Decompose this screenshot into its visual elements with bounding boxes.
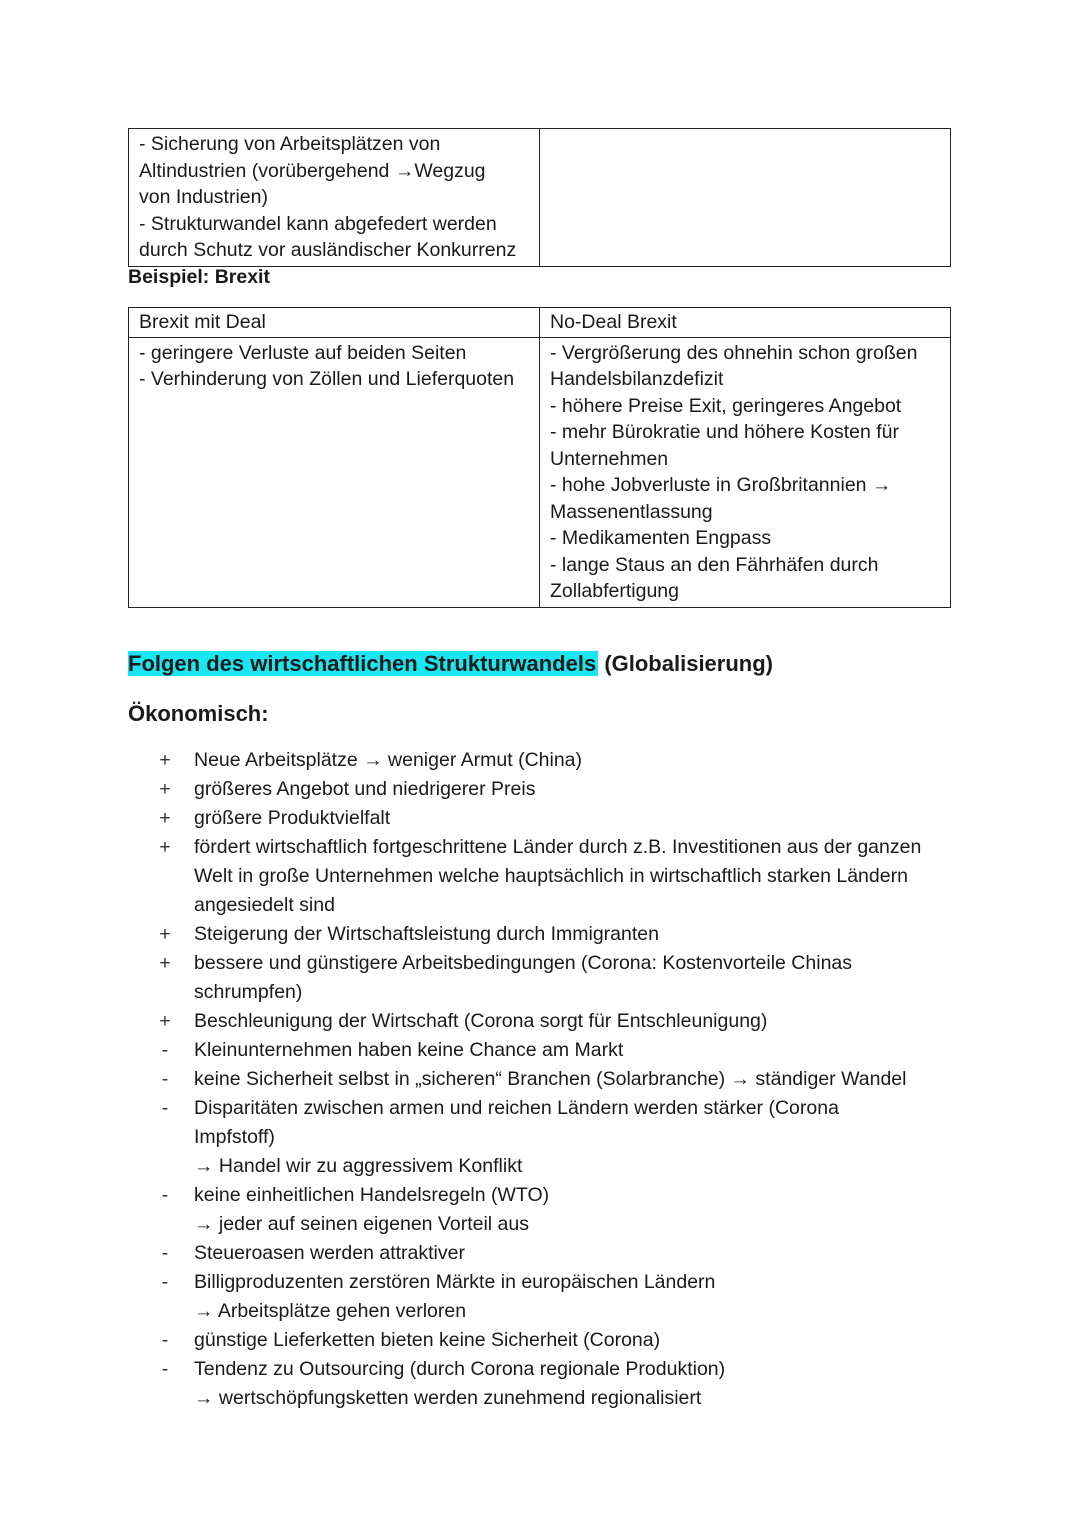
plus-marker: + <box>159 923 171 945</box>
table-cell-right <box>540 129 951 267</box>
list-item <box>155 1181 955 1239</box>
list-item <box>155 949 955 1007</box>
list-item-text: Beschleunigung der Wirtschaft (Corona sorgt für Entschleunigung) <box>194 1010 768 1032</box>
table-cell-left: - Sicherung von Arbeitsplätzen von Altindustrien (vorübergehend →Wegzug von Industrien) - Strukturwandel kann abgefedert werden durch Schutz vor ausländischer Konkurrenz <box>129 129 540 267</box>
list-item-text: größeres Angebot und niedrigerer Preis <box>194 778 536 800</box>
list-item <box>155 804 955 833</box>
section-title <box>128 648 773 680</box>
list-item <box>155 1268 955 1326</box>
list-item <box>155 1094 955 1181</box>
example-label: Beispiel: Brexit <box>128 266 270 288</box>
minus-marker: - <box>161 1184 169 1206</box>
list-item-text: keine Sicherheit selbst in „sicheren“ Branchen (Solarbranche) → ständiger Wandel <box>194 1068 907 1090</box>
plus-marker: + <box>159 836 171 858</box>
minus-marker: - <box>161 1242 169 1264</box>
list-item <box>155 1239 955 1268</box>
plus-marker: + <box>159 749 171 771</box>
plus-marker: + <box>159 778 171 800</box>
list-item <box>155 1065 955 1094</box>
header-no-deal-brexit: No-Deal Brexit <box>540 308 951 338</box>
list-item-text: Tendenz zu Outsourcing (durch Corona regionale Produktion) → wertschöpfungsketten werden zunehmend regionalisiert <box>194 1358 726 1409</box>
table-row <box>129 337 951 607</box>
list-item-text: keine einheitlichen Handelsregeln (WTO) → jeder auf seinen eigenen Vorteil aus <box>194 1184 550 1235</box>
list-item <box>155 775 955 804</box>
list-item-text: Steueroasen werden attraktiver <box>194 1242 465 1264</box>
table-row <box>129 129 951 267</box>
minus-marker: - <box>161 1097 169 1119</box>
plus-marker: + <box>159 1010 171 1032</box>
list-item-text: Disparitäten zwischen armen und reichen Ländern werden stärker (Corona Impfstoff) → Handel wir zu aggressivem Konflikt <box>194 1097 839 1177</box>
minus-marker: - <box>161 1358 169 1380</box>
list-item-text: Kleinunternehmen haben keine Chance am Markt <box>194 1039 624 1061</box>
plus-marker: + <box>159 952 171 974</box>
section-title-rest: (Globalisierung) <box>598 651 773 676</box>
list-item <box>155 746 955 775</box>
plus-marker: + <box>159 807 171 829</box>
minus-marker: - <box>161 1329 169 1351</box>
cell-brexit-deal: - geringere Verluste auf beiden Seiten - Verhinderung von Zöllen und Lieferquoten <box>129 337 540 607</box>
list-item-text: Neue Arbeitsplätze → weniger Armut (China) <box>194 749 583 771</box>
list-item-text: günstige Lieferketten bieten keine Sicherheit (Corona) <box>194 1329 661 1351</box>
list-item <box>155 1036 955 1065</box>
list-item <box>155 1355 955 1413</box>
list-item <box>155 1007 955 1036</box>
list-item-text: Steigerung der Wirtschaftsleistung durch Immigranten <box>194 923 659 945</box>
section-subheading: Ökonomisch: <box>128 701 269 726</box>
minus-marker: - <box>161 1039 169 1061</box>
list-item <box>155 833 955 920</box>
header-brexit-deal: Brexit mit Deal <box>129 308 540 338</box>
cell-no-deal-brexit: - Vergrößerung des ohnehin schon großen Handelsbilanzdefizit - höhere Preise Exit, geringeres Angebot - mehr Bürokratie und höhere Kosten für Unternehmen - hohe Jobverluste in Großbritannien → Massenentlassung - Medikamenten Engpass - lange Staus an den Fährhäfen durch Zollabfertigung <box>540 337 951 607</box>
list-item <box>155 920 955 949</box>
section-title-highlight: Folgen des wirtschaftlichen Strukturwandels <box>128 651 597 676</box>
arguments-table <box>128 128 951 267</box>
list-item-text: fördert wirtschaftlich fortgeschrittene Länder durch z.B. Investitionen aus der ganzen Welt in große Unternehmen welche hauptsächlich in wirtschaftlich starken Ländern angesiedelt sind <box>194 836 922 916</box>
list-item-text: bessere und günstigere Arbeitsbedingungen (Corona: Kostenvorteile Chinas schrumpfen) <box>194 952 853 1003</box>
list-item-text: größere Produktvielfalt <box>194 807 391 829</box>
consequences-list <box>155 746 955 1413</box>
brexit-table <box>128 307 951 608</box>
list-item-text: Billigproduzenten zerstören Märkte in europäischen Ländern → Arbeitsplätze gehen verloren <box>194 1271 716 1322</box>
list-item <box>155 1326 955 1355</box>
table-header-row <box>129 308 951 338</box>
minus-marker: - <box>161 1271 169 1293</box>
minus-marker: - <box>161 1068 169 1090</box>
